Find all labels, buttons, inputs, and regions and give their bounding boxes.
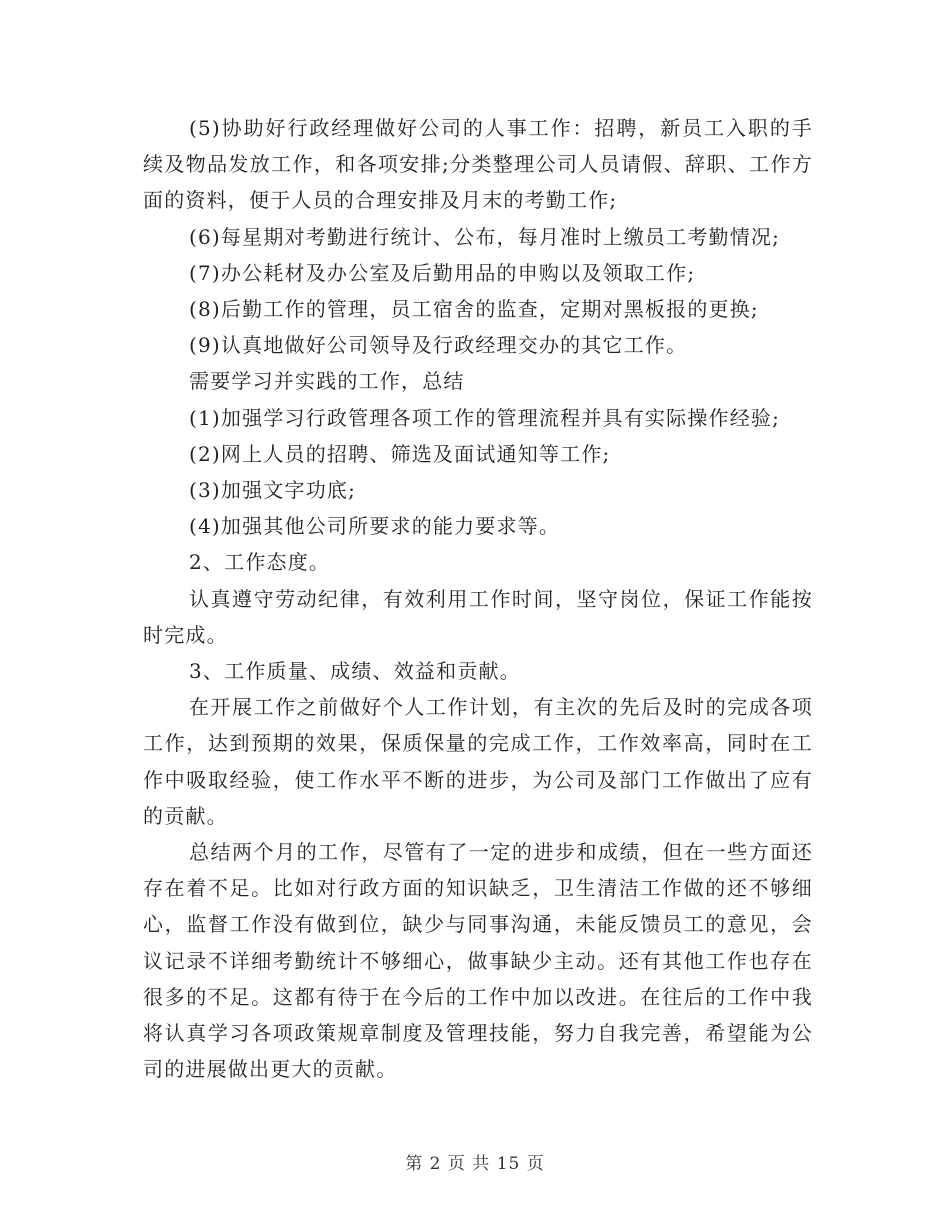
paragraph-learning-3: (3)加强文字功底; [189, 478, 357, 503]
page-number-label: 第 2 页 共 15 页 [405, 1154, 545, 1174]
paragraph-learning-1: (1)加强学习行政管理各项工作的管理流程并具有实际操作经验; [189, 405, 781, 430]
paragraph-attitude: 认真遵守劳动纪律，有效利用工作时间，坚守岗位，保证工作能按时完成。 [143, 586, 813, 647]
paragraph-item-8: (8)后勤工作的管理，员工宿舍的监查，定期对黑板报的更换; [189, 297, 759, 322]
section-heading-quality: 3、工作质量、成绩、效益和贡献。 [189, 659, 521, 684]
section-heading-learning: 需要学习并实践的工作，总结 [189, 369, 465, 394]
document-body [143, 110, 813, 1087]
paragraph-item-6: (6)每星期对考勤进行统计、公布，每月准时上缴员工考勤情况; [189, 224, 781, 249]
paragraph-quality: 在开展工作之前做好个人工作计划，有主次的先后及时的完成各项工作，达到预期的效果，保质保量的完成工作，工作效率高，同时在工作中吸取经验，使工作水平不断的进步，为公司及部门工作做出了应有的贡献。 [143, 695, 813, 828]
paragraph-summary: 总结两个月的工作，尽管有了一定的进步和成绩，但在一些方面还存在着不足。比如对行政方面的知识缺乏，卫生清洁工作做的还不够细心，监督工作没有做到位，缺少与同事沟通，未能反馈员工的意见，会议记录不详细考勤统计不够细心，做事缺少主动。还有其他工作也存在很多的不足。这都有待于在今后的工作中加以改进。在往后的工作中我将认真学习各项政策规章制度及管理技能，努力自我完善，希望能为公司的进展做出更大的贡献。 [143, 840, 813, 1082]
paragraph-item-9: (9)认真地做好公司领导及行政经理交办的其它工作。 [189, 333, 688, 358]
paragraph-item-7: (7)办公耗材及办公室及后勤用品的申购以及领取工作; [189, 260, 696, 285]
page-footer [0, 1153, 950, 1175]
section-heading-attitude: 2、工作态度。 [189, 550, 331, 575]
paragraph-learning-4: (4)加强其他公司所要求的能力要求等。 [189, 514, 561, 539]
paragraph-item-5: (5)协助好行政经理做好公司的人事工作：招聘，新员工入职的手续及物品发放工作，和各项安排;分类整理公司人员请假、辞职、工作方面的资料，便于人员的合理安排及月末的考勤工作; [143, 116, 813, 213]
paragraph-learning-2: (2)网上人员的招聘、筛选及面试通知等工作; [189, 441, 611, 466]
